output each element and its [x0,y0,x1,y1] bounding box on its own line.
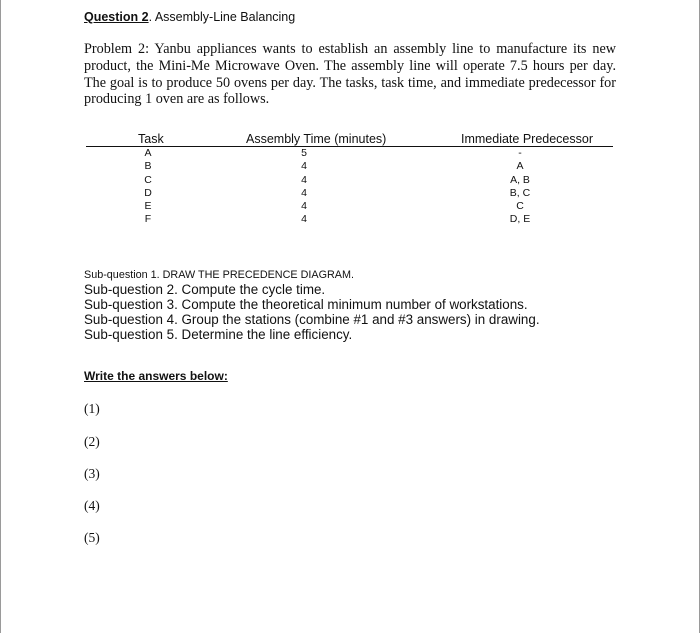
answer-label-1: (1) [84,401,100,416]
predecessor-column [500,147,540,227]
answer-label-5: (5) [84,530,100,545]
answers-title: Write the answers below: [84,369,228,383]
question-title: . Assembly-Line Balancing [148,10,296,24]
time-cell: 4 [301,173,307,186]
answer-label-2: (2) [84,434,100,449]
subquestion-4: Sub-question 4. Group the stations (combine #1 and #3 answers) in drawing. [84,312,540,327]
table-header-assembly-time: Assembly Time (minutes) [246,132,387,146]
table-header-task: Task [138,132,164,146]
time-cell: 5 [301,147,307,159]
predecessor-cell: - [518,147,522,159]
predecessor-cell: D, E [509,213,531,226]
subquestion-list [84,268,604,342]
subquestion-2: Sub-question 2. Compute the cycle time. [84,282,326,297]
question-label: Question 2 [84,10,149,24]
task-cell: D [144,186,152,199]
problem-statement: Problem 2: Yanbu appliances wants to establish an assembly line to manufacture its new product, the Mini-Me Microwave Oven. The assembly line will operate 7.5 hours per day. The goal is to produce 50 ovens per day. The tasks, task time, and immediate predecessor for producing 1 oven are as follows. [84,41,616,108]
task-cell: B [144,160,152,173]
task-cell: F [144,213,152,226]
predecessor-cell: A [516,160,524,173]
predecessor-cell: B, C [509,186,531,199]
subquestion-3: Sub-question 3. Compute the theoretical minimum number of workstations. [84,297,528,312]
time-cell: 4 [301,160,307,173]
predecessor-cell: C [516,200,524,213]
answer-label-4: (4) [84,498,100,513]
task-column [138,147,158,227]
answer-label-3: (3) [84,466,100,481]
subquestion-1: Sub-question 1. DRAW THE PRECEDENCE DIAGRAM. [84,269,354,281]
task-cell: E [144,200,152,213]
time-column [292,147,316,227]
predecessor-cell: A, B [510,173,530,186]
task-cell: C [144,173,152,186]
task-cell: A [144,147,152,159]
time-cell: 4 [301,186,307,199]
time-cell: 4 [301,213,307,226]
table-header-predecessor: Immediate Predecessor [461,132,594,146]
question-heading [84,10,295,24]
time-cell: 4 [301,200,307,213]
subquestion-5: Sub-question 5. Determine the line efficiency. [84,327,353,342]
